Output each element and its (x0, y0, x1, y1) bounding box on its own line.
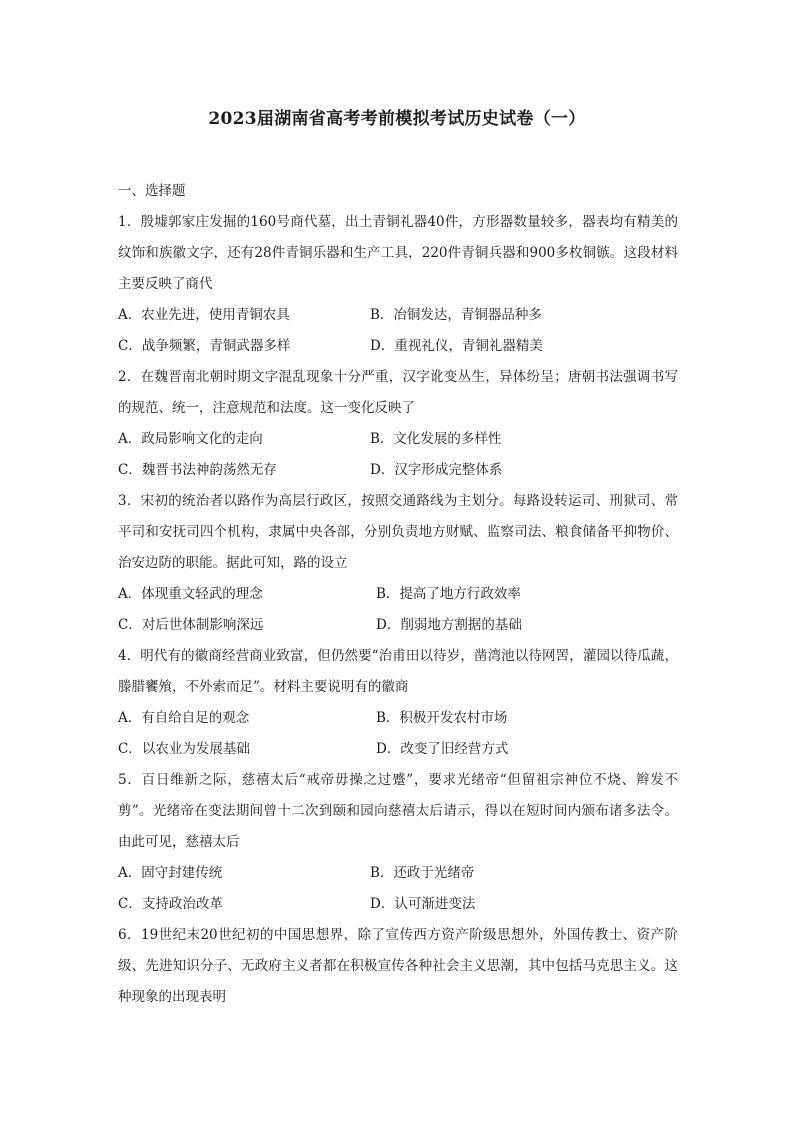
option-c: C．对后世体制影响深远 (118, 617, 264, 633)
option-list (118, 300, 678, 362)
option-d: D．重视礼仪，青铜礼器精美 (370, 338, 543, 354)
option-list (118, 858, 678, 920)
option-c: C．以农业为发展基础 (118, 741, 250, 757)
question-stem: 1．殷墟郭家庄发掘的160号商代墓，出土青铜礼器40件，方形器数量较多，器表均有精美的纹饰和族徽文字，还有28件青铜乐器和生产工具，220件青铜兵器和900多枚铜镞。这段材料主要反映了商代 (118, 214, 678, 292)
option-b: B．提高了地方行政效率 (376, 586, 521, 602)
option-b: B．积极开发农村市场 (376, 710, 508, 726)
question-stem: 4．明代有的徽商经营商业致富，但仍然要“治甫田以待岁，凿湾池以待网罟，灌园以待瓜蔬，滕腊饔飧，不外索而足”。材料主要说明有的徽商 (118, 648, 678, 695)
question-stem: 6．19世纪末20世纪初的中国思想界，除了宣传西方资产阶级思想外，外国传教士、资产阶级、先进知识分子、无政府主义者都在积极宣传各种社会主义思潮，其中包括马克思主义。这种现象的出现表明 (118, 927, 678, 1005)
question-2 (118, 362, 678, 486)
question-stem: 5．百日维新之际，慈禧太后“戒帝毋操之过蹙”，要求光绪帝“但留祖宗神位不烧、辫发不剪”。光绪帝在变法期间曾十二次到颐和园向慈禧太后请示，得以在短时间内颁布诸多法令。由此可见，慈禧太后 (118, 772, 678, 850)
option-d: D．削弱地方割据的基础 (376, 617, 522, 633)
option-a: A．有自给自足的观念 (118, 710, 250, 726)
exam-content (118, 176, 678, 1013)
question-1 (118, 207, 678, 362)
option-a: A．农业先进，使用青铜农具 (118, 307, 290, 323)
option-b: B．文化发展的多样性 (370, 431, 502, 447)
option-list (118, 424, 678, 486)
question-6 (118, 920, 678, 1013)
exam-title: 2023届湖南省高考考前模拟考试历史试卷（一） (208, 109, 586, 129)
question-stem: 2．在魏晋南北朝时期文字混乱现象十分严重，汉字讹变丛生，异体纷呈；唐朝书法强调书写的规范、统一，注意规范和法度。这一变化反映了 (118, 369, 678, 416)
question-stem: 3．宋初的统治者以路作为高层行政区，按照交通路线为主划分。每路设转运司、刑狱司、常平司和安抚司四个机构，隶属中央各部，分别负责地方财赋、监察司法、粮食储备平抑物价、治安边防的职能。据此可知，路的设立 (118, 493, 678, 571)
question-4 (118, 641, 678, 765)
option-b: B．冶铜发达，青铜器品种多 (370, 307, 542, 323)
option-list (118, 579, 678, 641)
option-a: A．固守封建传统 (118, 865, 223, 881)
question-3 (118, 486, 678, 641)
question-5 (118, 765, 678, 920)
option-c: C．支持政治改革 (118, 896, 223, 912)
option-c: C．战争频繁，青铜武器多样 (118, 338, 291, 354)
option-c: C．魏晋书法神韵荡然无存 (118, 462, 277, 478)
option-b: B．还政于光绪帝 (370, 865, 475, 881)
option-d: D．改变了旧经营方式 (376, 741, 509, 757)
option-a: A．政局影响文化的走向 (118, 431, 263, 447)
option-d: D．汉字形成完整体系 (370, 462, 503, 478)
option-d: D．认可渐进变法 (370, 896, 476, 912)
option-a: A．体现重文轻武的理念 (118, 586, 263, 602)
option-list (118, 703, 678, 765)
section-heading: 一、选择题 (118, 183, 186, 199)
